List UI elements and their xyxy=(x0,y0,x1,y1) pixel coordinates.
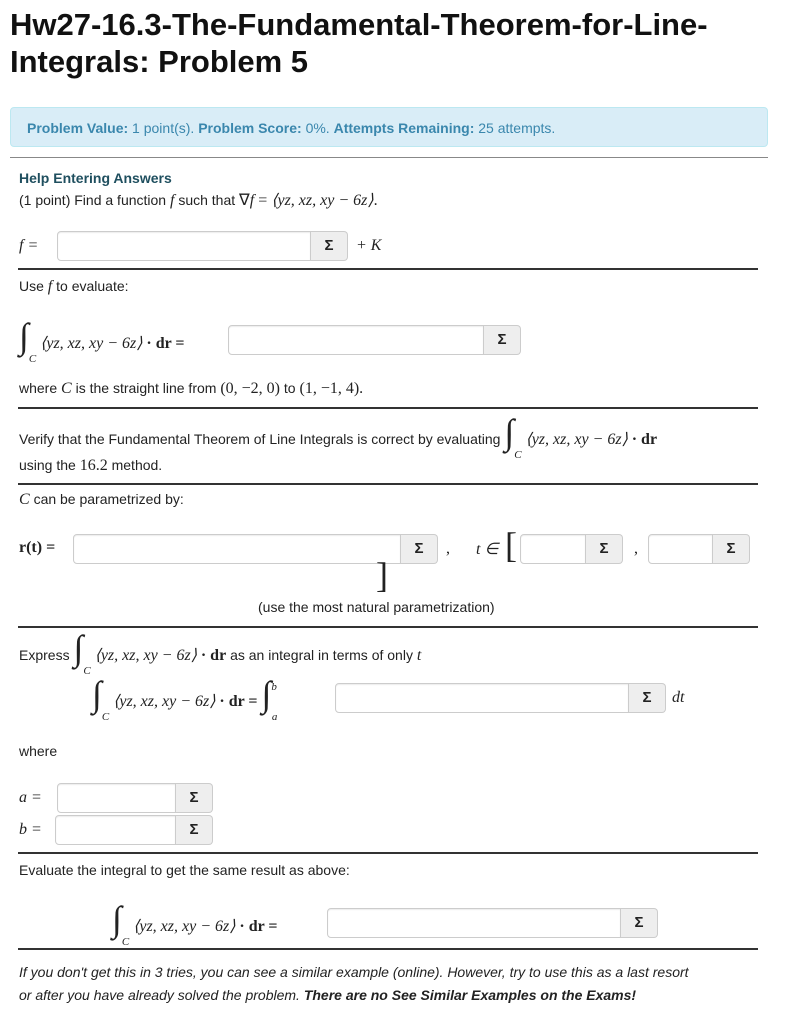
verify-text: Verify that the Fundamental Theorem of Line Integrals is correct by evaluating $\int_C$ ⟨yz, xz, xy − 6z⟩ · dr xyxy=(19,412,658,461)
divider xyxy=(10,157,768,158)
equation-editor-button[interactable]: Σ xyxy=(713,534,750,564)
natural-param-note: (use the most natural parametrization) xyxy=(258,599,495,615)
right-bracket: ] xyxy=(376,555,388,595)
problem-info-alert xyxy=(10,107,768,147)
left-bracket: [ xyxy=(505,525,517,565)
value-label: Problem Value: xyxy=(27,120,129,136)
final-answer-input[interactable] xyxy=(327,908,621,938)
equation-editor-button[interactable]: Σ xyxy=(176,783,213,813)
t-in-label: t ∈ xyxy=(476,541,499,558)
t-end-input[interactable] xyxy=(648,534,713,564)
line-integral-answer-input[interactable] xyxy=(228,325,484,355)
footnote: If you don't get this in 3 tries, you can see a similar example (online). However, try to use this as a last resort or after you have already solved the problem. There are no See Similar Examples on the Exams! xyxy=(19,964,689,1003)
a-label: a = xyxy=(19,789,42,806)
where-label: where xyxy=(19,743,58,759)
divider xyxy=(18,483,758,485)
help-entering-answers-link[interactable]: Help Entering Answers xyxy=(19,170,172,186)
score: 0%. xyxy=(305,120,330,136)
divider xyxy=(18,852,758,854)
score-label: Problem Score: xyxy=(198,120,302,136)
plus-k: + K xyxy=(356,237,382,254)
integral-in-t-expression: $\int_C$ ⟨yz, xz, xy − 6z⟩ · dr = ∫$^b_a$ xyxy=(92,674,278,723)
method-text: using the 16.2 method. xyxy=(19,457,163,474)
t-start-input[interactable] xyxy=(520,534,586,564)
f-label: f = xyxy=(19,237,39,254)
divider xyxy=(18,626,758,628)
r-label: r(t) = xyxy=(19,539,56,556)
f-answer-input[interactable] xyxy=(57,231,311,261)
equation-editor-button[interactable]: Σ xyxy=(484,325,521,355)
divider xyxy=(18,948,758,950)
value: 1 point(s). xyxy=(132,120,195,136)
problem-statement: (1 point) Find a function f such that ∇f = ⟨yz, xz, xy − 6z⟩. xyxy=(19,192,378,209)
line-integral-expression: $\int_C$ ⟨yz, xz, xy − 6z⟩ · dr = xyxy=(19,316,185,365)
attempts-label: Attempts Remaining: xyxy=(333,120,475,136)
dt-label: dt xyxy=(672,689,685,706)
final-integral-expression: $\int_C$ ⟨yz, xz, xy − 6z⟩ · dr = xyxy=(112,899,278,948)
integrand-input[interactable] xyxy=(335,683,629,713)
comma: , xyxy=(634,540,638,557)
express-text: Express $\int_C$ ⟨yz, xz, xy − 6z⟩ · dr as an integral in terms of only t xyxy=(19,628,422,677)
page-title: Hw27-16.3-The-Fundamental-Theorem-for-Line-Integrals: Problem 5 xyxy=(10,7,708,79)
evaluate-text: Evaluate the integral to get the same result as above: xyxy=(19,862,350,878)
divider xyxy=(18,268,758,270)
a-input[interactable] xyxy=(57,783,176,813)
comma: , xyxy=(446,540,450,557)
b-input[interactable] xyxy=(55,815,176,845)
divider xyxy=(18,407,758,409)
equation-editor-button[interactable]: Σ xyxy=(176,815,213,845)
param-heading: C can be parametrized by: xyxy=(19,491,184,508)
equation-editor-button[interactable]: Σ xyxy=(311,231,348,261)
equation-editor-button[interactable]: Σ xyxy=(401,534,438,564)
r-t-input[interactable] xyxy=(73,534,401,564)
curve-description: where C is the straight line from (0, −2, 0) to (1, −1, 4). xyxy=(19,380,364,397)
equation-editor-button[interactable]: Σ xyxy=(621,908,658,938)
use-f-text: Use f to evaluate: xyxy=(19,278,129,295)
equation-editor-button[interactable]: Σ xyxy=(586,534,623,564)
b-label: b = xyxy=(19,821,42,838)
attempts: 25 attempts. xyxy=(478,120,556,136)
equation-editor-button[interactable]: Σ xyxy=(629,683,666,713)
